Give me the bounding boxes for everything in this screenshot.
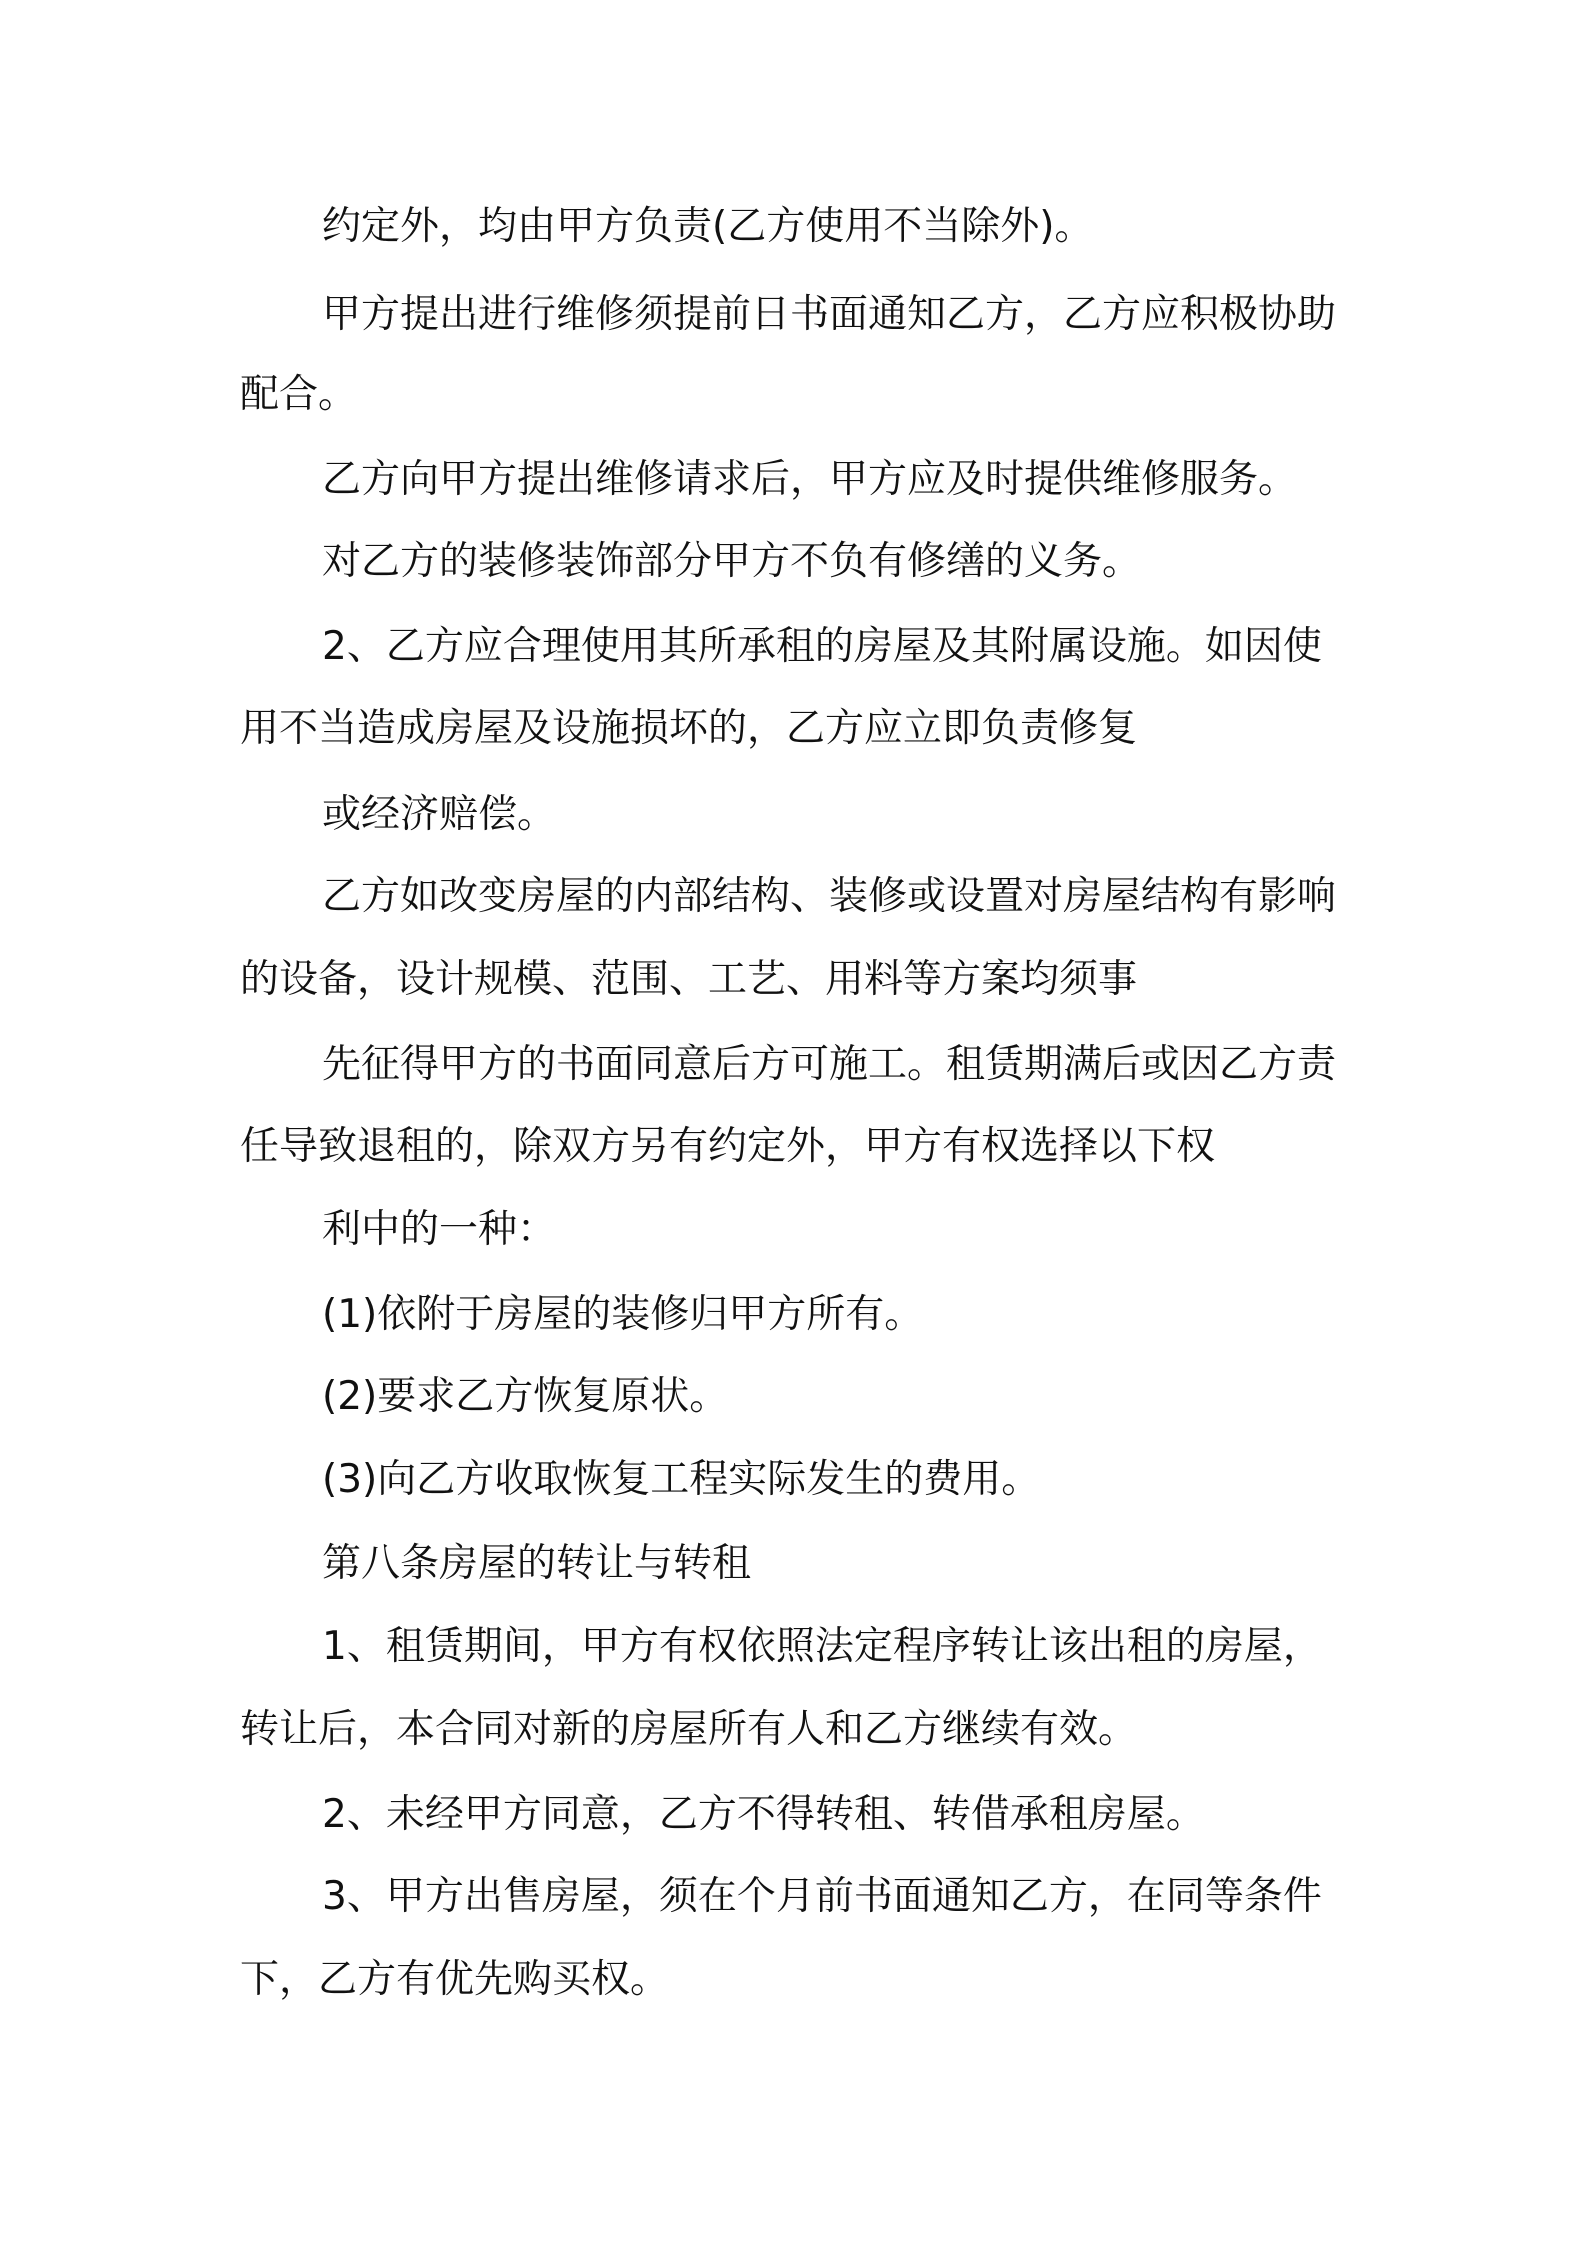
text-line: 用不当造成房屋及设施损坏的，乙方应立即负责修复 — [240, 706, 1138, 751]
text-line: 对乙方的装修装饰部分甲方不负有修缮的义务。 — [322, 539, 1142, 584]
text-line: 任导致退租的，除双方另有约定外，甲方有权选择以下权 — [240, 1124, 1216, 1169]
text-line: (2)要求乙方恢复原状。 — [322, 1374, 729, 1419]
text-line: 乙方如改变房屋的内部结构、装修或设置对房屋结构有影响 — [322, 874, 1337, 919]
text-line: 或经济赔偿。 — [322, 792, 557, 837]
text-line: 3、甲方出售房屋，须在个月前书面通知乙方，在同等条件 — [322, 1874, 1322, 1919]
text-line: 下，乙方有优先购买权。 — [240, 1957, 670, 2002]
text-line: 乙方向甲方提出维修请求后，甲方应及时提供维修服务。 — [322, 457, 1298, 502]
text-line: (1)依附于房屋的装修归甲方所有。 — [322, 1292, 924, 1337]
text-line: 甲方提出进行维修须提前日书面通知乙方，乙方应积极协助 — [322, 292, 1337, 337]
text-line: 利中的一种： — [322, 1207, 557, 1252]
text-line: 2、未经甲方同意，乙方不得转租、转借承租房屋。 — [322, 1792, 1205, 1837]
text-line: 的设备，设计规模、范围、工艺、用料等方案均须事 — [240, 957, 1138, 1002]
text-line: 第八条房屋的转让与转租 — [322, 1541, 752, 1586]
text-line: 约定外，均由甲方负责(乙方使用不当除外)。 — [322, 204, 1094, 249]
text-line: 2、乙方应合理使用其所承租的房屋及其附属设施。如因使 — [322, 624, 1322, 669]
text-line: (3)向乙方收取恢复工程实际发生的费用。 — [322, 1457, 1041, 1502]
text-line: 配合。 — [240, 372, 358, 417]
text-line: 转让后，本合同对新的房屋所有人和乙方继续有效。 — [240, 1707, 1138, 1752]
text-line: 1、租赁期间，甲方有权依照法定程序转让该出租的房屋， — [322, 1624, 1322, 1669]
text-line: 先征得甲方的书面同意后方可施工。租赁期满后或因乙方责 — [322, 1042, 1337, 1087]
